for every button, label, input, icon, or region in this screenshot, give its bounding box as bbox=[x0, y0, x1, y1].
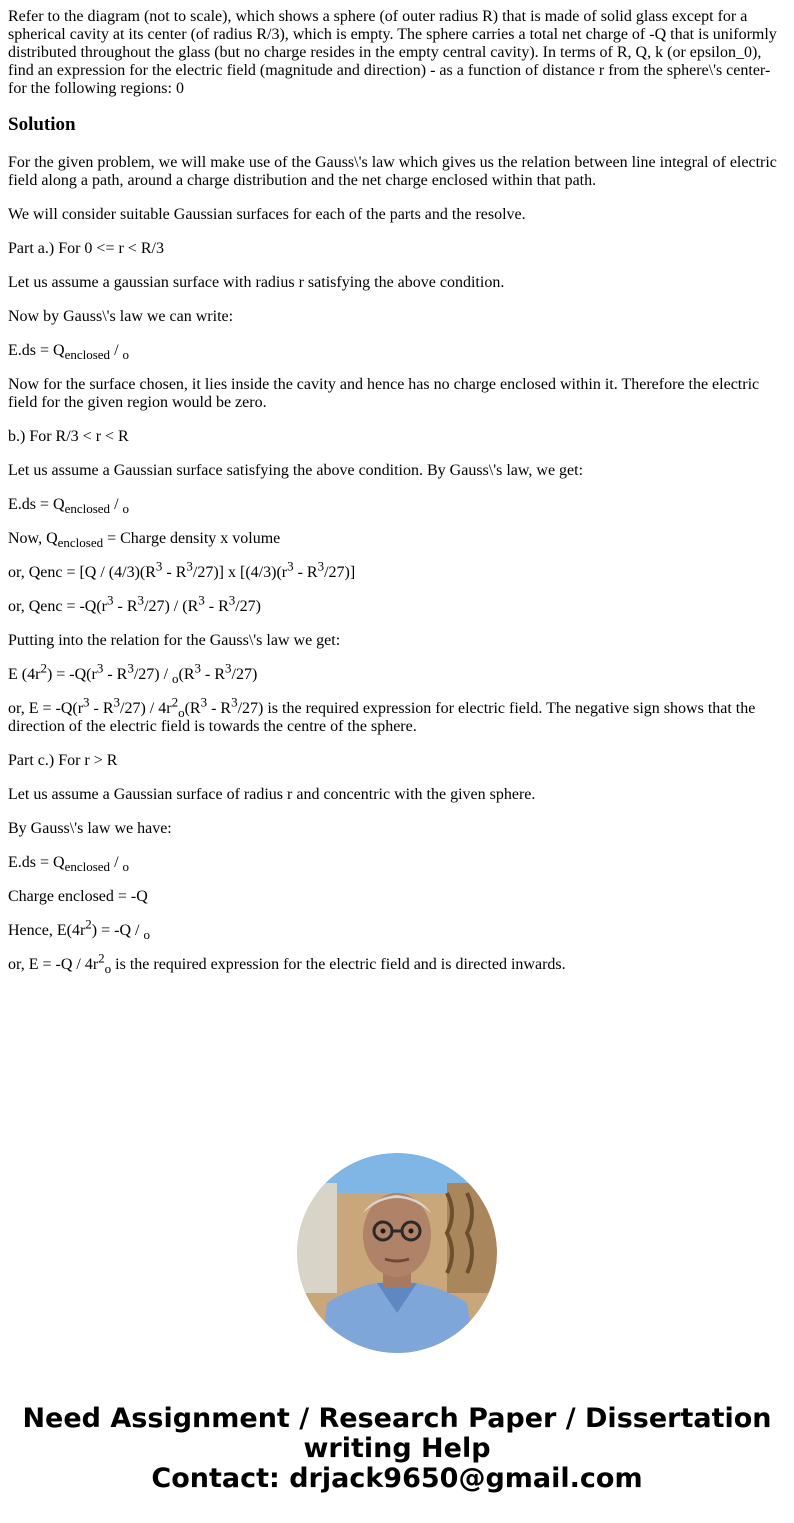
avatar bbox=[297, 1153, 497, 1353]
footer-contact: Contact: drjack9650@gmail.com bbox=[151, 1463, 643, 1494]
charge-enclosed-equation-1: or, Qenc = $[Q / (4/3)(R^3 - R^3/27)]$ x $[(4/3)(r^3 - R^3/27)]$ bbox=[8, 558, 356, 581]
charge-enclosed-statement: Charge enclosed = -Q bbox=[8, 888, 148, 905]
charge-enclosed-definition: Now, $Q_{enclosed}$ = Charge density x volume bbox=[8, 530, 281, 551]
question-text: Refer to the diagram (not to scale), which shows a sphere (of outer radius R) that is made of solid glass except for a spherical cavity at its center (of radius R/3), which is empty. The sphere carries a total net charge of -Q that is uniformly distributed throughout the glass (but no charge resides in the empty central cavity). In terms of R, Q, k (or epsilon_0), find an expression for the electric field (magnitude and direction) - as a function of distance r from the sphere\'s center- for the following regions: 0 bbox=[8, 8, 777, 97]
solution-paragraph: We will consider suitable Gaussian surfaces for each of the parts and the resolve. bbox=[8, 206, 526, 223]
solution-heading: Solution bbox=[8, 114, 76, 135]
field-equation-b1: E $(4r^2) = -Q(r^3 - R^3/27) / _o(R^3 - R^3/27)$ bbox=[8, 660, 258, 687]
solution-paragraph: For the given problem, we will make use of the Gauss\'s law which gives us the relation between line integral of electric field along a path, around a charge distribution and the net charge enclosed within that path. bbox=[8, 154, 777, 189]
gauss-law-equation: $E.ds = Q_{enclosed} / _o$ bbox=[8, 342, 130, 363]
solution-paragraph: Let us assume a Gaussian surface of radius r and concentric with the given sphere. bbox=[8, 786, 536, 803]
gauss-law-equation: $E.ds = Q_{enclosed} / _o$ bbox=[8, 496, 130, 517]
part-c-heading: Part c.) For r > R bbox=[8, 752, 118, 769]
contact-footer bbox=[0, 1404, 794, 1494]
footer-line: Need Assignment / Research Paper / Dissertation bbox=[22, 1403, 772, 1434]
field-equation-b2: or, $E = -Q(r^3 - R^3/27) / 4r^2_o(R^3 - R^3/27)$ is the required expression for electric field. The negative sign shows that the direction of the electric field is towards the centre of the sphere. bbox=[8, 694, 756, 735]
gauss-law-equation: $E.ds = Q_{enclosed} / _o$ bbox=[8, 854, 130, 875]
part-a-heading: Part a.) For 0 <= r < R/3 bbox=[8, 240, 164, 257]
tutor-photo bbox=[297, 1153, 497, 1353]
solution-paragraph: Let us assume a gaussian surface with radius r satisfying the above condition. bbox=[8, 274, 505, 291]
solution-paragraph: Now for the surface chosen, it lies inside the cavity and hence has no charge enclosed within it. Therefore the electric field for the given region would be zero. bbox=[8, 376, 760, 411]
solution-paragraph: Let us assume a Gaussian surface satisfying the above condition. By Gauss\'s law, we get: bbox=[8, 462, 584, 479]
footer-line: writing Help bbox=[303, 1433, 491, 1464]
field-equation-c2: or, $E = -Q / 4r^2_o$ is the required expression for the electric field and is directed inwards. bbox=[8, 950, 566, 977]
solution-paragraph: Putting into the relation for the Gauss\'s law we get: bbox=[8, 632, 341, 649]
solution-paragraph: By Gauss\'s law we have: bbox=[8, 820, 172, 837]
part-b-heading: b.) For R/3 < r < R bbox=[8, 428, 129, 445]
field-equation-c1: Hence, $E(4r^2) = -Q / _o$ bbox=[8, 916, 150, 943]
charge-enclosed-equation-2: or, Qenc = $-Q(r^3 - R^3/27) / (R^3 - R^3/27)$ bbox=[8, 592, 262, 615]
document-content bbox=[8, 8, 780, 990]
solution-paragraph: Now by Gauss\'s law we can write: bbox=[8, 308, 234, 325]
